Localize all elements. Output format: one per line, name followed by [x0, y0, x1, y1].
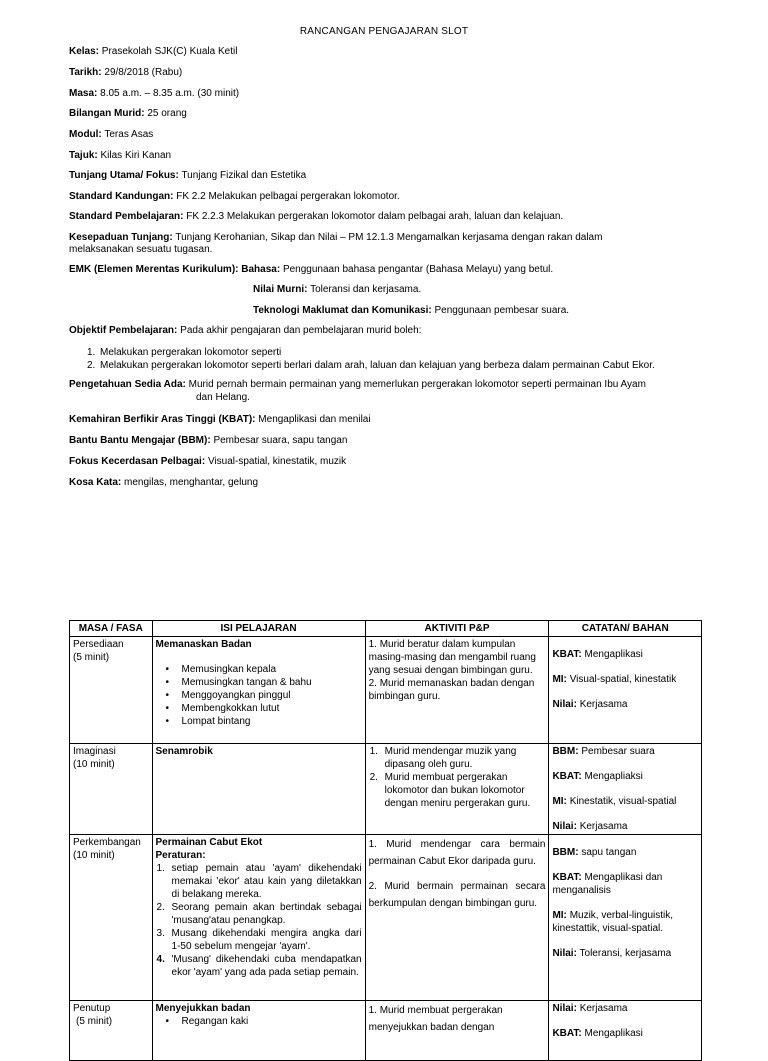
aktiviti-cell: 1. Murid mendengar cara bermain permainan Cabut Ekor daripada guru. 2. Murid bermain permainan secara berkumpulan dengan bimbingan guru.	[365, 835, 549, 1001]
list-item: 2. Seorang pemain akan bertindak sebagai 'musang'atau penangkap.	[156, 902, 362, 926]
list-item: 4. 'Musang' dikehendaki cuba mendapatkan ekor 'ayam' yang ada pada setiap pemain.	[156, 954, 362, 978]
table-row	[70, 835, 702, 1001]
column-header: AKTIVITI P&P	[365, 621, 549, 637]
fokus-label: Fokus Kecerdasan Pelbagai:	[69, 456, 206, 467]
isi-subtitle: Peraturan:	[155, 850, 206, 861]
tunjang-value: Tunjang Fizikal dan Estetika	[181, 170, 307, 181]
list-item: 2. Murid membuat pergerakan lokomotor dan bukan lokomotor dengan meniru pergerakan guru.	[369, 772, 531, 809]
nilai-label: Nilai Murni:	[253, 284, 308, 295]
list-item: 3. Musang dikehendaki mengira angka dari 1-50 sebelum mengejar 'ayam'.	[156, 928, 362, 952]
tarikh-line	[69, 67, 709, 80]
fasa-cell: Penutup (5 minit)	[70, 1001, 153, 1061]
tunjang-label: Tunjang Utama/ Fokus:	[69, 170, 179, 181]
document-title: RANCANGAN PENGAJARAN SLOT	[299, 26, 469, 37]
tmk-value: Penggunaan pembesar suara.	[434, 305, 570, 316]
list-item: • Regangan kaki	[182, 1015, 362, 1028]
sp-value: FK 2.2.3 Melakukan pergerakan lokomotor dalam pelbagai arah, laluan dan kelajuan.	[186, 211, 564, 222]
kosa-label: Kosa Kata:	[69, 477, 122, 488]
objektif-value: Pada akhir pengajaran dan pembelajaran murid boleh:	[180, 325, 422, 336]
bilangan-value: 25 orang	[147, 108, 187, 119]
kesepaduan-label: Kesepaduan Tunjang:	[69, 232, 173, 243]
tarikh-label: Tarikh:	[69, 67, 102, 78]
rules-list	[156, 862, 362, 979]
tmk-label: Teknologi Maklumat dan Komunikasi:	[253, 305, 432, 316]
list-item: 1. Melakukan pergerakan lokomotor seperti	[87, 347, 282, 358]
bbm-label: Bantu Bantu Mengajar (BBM):	[69, 435, 211, 446]
masa-label: Masa:	[69, 88, 98, 99]
isi-title: Menyejukkan badan	[155, 1003, 251, 1014]
fasa-cell: Imaginasi (10 minit)	[70, 744, 153, 835]
column-header: CATATAN/ BAHAN	[549, 621, 702, 637]
isi-cell	[152, 1001, 365, 1061]
kelas-value: Prasekolah SJK(C) Kuala Ketil	[101, 46, 238, 57]
nilai-value: Toleransi dan kerjasama.	[310, 284, 422, 295]
fokus-value: Visual-spatial, kinestatik, muzik	[207, 456, 347, 467]
fokus-line	[69, 456, 709, 469]
bilangan-line	[69, 108, 709, 121]
aktiviti-cell: 1. Murid beratur dalam kumpulan masing-masing dan mengambil ruang yang sesuai dengan bimbingan guru. 2. Murid memanaskan badan dengan bimbingan guru.	[365, 637, 549, 744]
kbat-label: Kemahiran Berfikir Aras Tinggi (KBAT):	[69, 414, 256, 425]
bilangan-label: Bilangan Murid:	[69, 108, 145, 119]
catatan-cell: KBAT: Mengaplikasi MI: Visual-spatial, kinestatik Nilai: Kerjasama	[549, 637, 702, 744]
aktiviti-list	[369, 745, 546, 810]
tajuk-label: Tajuk:	[69, 150, 98, 161]
emk-label: EMK (Elemen Merentas Kurikulum):	[69, 264, 239, 275]
modul-line	[69, 129, 709, 142]
kbat-line	[69, 414, 709, 427]
isi-title: Permainan Cabut Ekot	[155, 837, 263, 848]
emk-bahasa-label: Bahasa:	[241, 264, 281, 275]
kesepaduan-line	[69, 232, 709, 245]
isi-cell	[152, 744, 365, 835]
lesson-table	[69, 620, 702, 1061]
kosa-value: mengilas, menghantar, gelung	[124, 477, 259, 488]
table-row	[70, 1001, 702, 1061]
isi-list	[156, 1015, 362, 1028]
aktiviti-cell	[365, 744, 549, 835]
isi-cell	[152, 835, 365, 1001]
list-item: 1. Murid mendengar muzik yang dipasang oleh guru.	[369, 746, 517, 770]
aktiviti-cell: 1. Murid membuat pergerakan menyejukkan badan dengan	[365, 1001, 549, 1061]
kosa-kata-line	[69, 477, 709, 490]
pengetahuan-line-2: dan Helang.	[196, 392, 250, 403]
sp-label: Standard Pembelajaran:	[69, 211, 184, 222]
objektif-line	[69, 325, 709, 338]
table-row	[70, 744, 702, 835]
modul-value: Teras Asas	[104, 129, 154, 140]
catatan-cell: Nilai: Kerjasama KBAT: Mengaplikasi	[549, 1001, 702, 1061]
fasa-cell: Persediaan (5 minit)	[70, 637, 153, 744]
isi-cell	[152, 637, 365, 744]
tmk-line	[253, 305, 768, 318]
sk-label: Standard Kandungan:	[69, 191, 174, 202]
isi-title: Senamrobik	[155, 746, 213, 757]
kelas-line	[69, 46, 709, 59]
standard-kandungan-line	[69, 191, 709, 204]
list-item: • Memusingkan tangan & bahu	[182, 676, 362, 689]
modul-label: Modul:	[69, 129, 102, 140]
list-item: 1. setiap pemain atau 'ayam' dikehendaki memakai 'ekor' atau kain yang diletakkan di belakang mereka.	[156, 863, 362, 900]
tajuk-line	[69, 150, 709, 163]
emk-bahasa-value: Penggunaan bahasa pengantar (Bahasa Melayu) yang betul.	[282, 264, 554, 275]
tajuk-value: Kilas Kiri Kanan	[100, 150, 172, 161]
catatan-cell: BBM: Pembesar suara KBAT: Mengapliaksi MI: Kinestatik, visual-spatial Nilai: Kerjasama	[549, 744, 702, 835]
bbm-line	[69, 435, 709, 448]
catatan-cell: BBM: sapu tangan KBAT: Mengaplikasi dan menganalisis MI: Muzik, verbal-linguistik, kinestattik, visual-spatial. Nilai: Toleransi, kerjasama	[549, 835, 702, 1001]
tunjang-line	[69, 170, 709, 183]
list-item: • Menggoyangkan pinggul	[182, 689, 362, 702]
pengetahuan-label: Pengetahuan Sedia Ada:	[69, 379, 186, 390]
nilai-murni-line	[253, 284, 768, 297]
column-header: ISI PELAJARAN	[152, 621, 365, 637]
pengetahuan-value: Murid pernah bermain permainan yang memerlukan pergerakan lokomotor seperti permainan Ibu Ayam	[188, 379, 646, 390]
sk-value: FK 2.2 Melakukan pelbagai pergerakan lokomotor.	[176, 191, 400, 202]
bbm-value: Pembesar suara, sapu tangan	[213, 435, 348, 446]
emk-line	[69, 264, 709, 277]
list-item: • Membengkokkan lutut	[182, 702, 362, 715]
list-item: 2. Melakukan pergerakan lokomotor seperti berlari dalam arah, laluan dan kelajuan yang berbeza dalam permainan Cabut Ekor.	[87, 359, 655, 371]
objectives-list	[87, 347, 727, 372]
table-header-row	[70, 621, 702, 637]
column-header: MASA / FASA	[70, 621, 153, 637]
standard-pembelajaran-line	[69, 211, 709, 224]
isi-title: Memanaskan Badan	[155, 639, 252, 650]
masa-line	[69, 88, 709, 101]
kbat-value: Mengaplikasi dan menilai	[258, 414, 371, 425]
tarikh-value: 29/8/2018 (Rabu)	[104, 67, 183, 78]
list-item: • Lompat bintang	[182, 715, 362, 728]
objektif-label: Objektif Pembelajaran:	[69, 325, 178, 336]
isi-list	[156, 663, 362, 728]
kelas-label: Kelas:	[69, 46, 100, 57]
kesepaduan-value: Tunjang Kerohanian, Sikap dan Nilai – PM 12.1.3 Mengamalkan kerjasama dengan rakan dalam	[175, 232, 603, 243]
list-item: • Memusingkan kepala	[182, 663, 362, 676]
kesepaduan-line-2: melaksanakan sesuatu tugasan.	[69, 244, 213, 255]
pengetahuan-line	[69, 379, 709, 392]
fasa-cell: Perkembangan (10 minit)	[70, 835, 153, 1001]
masa-value: 8.05 a.m. – 8.35 a.m. (30 minit)	[100, 88, 240, 99]
table-row	[70, 637, 702, 744]
